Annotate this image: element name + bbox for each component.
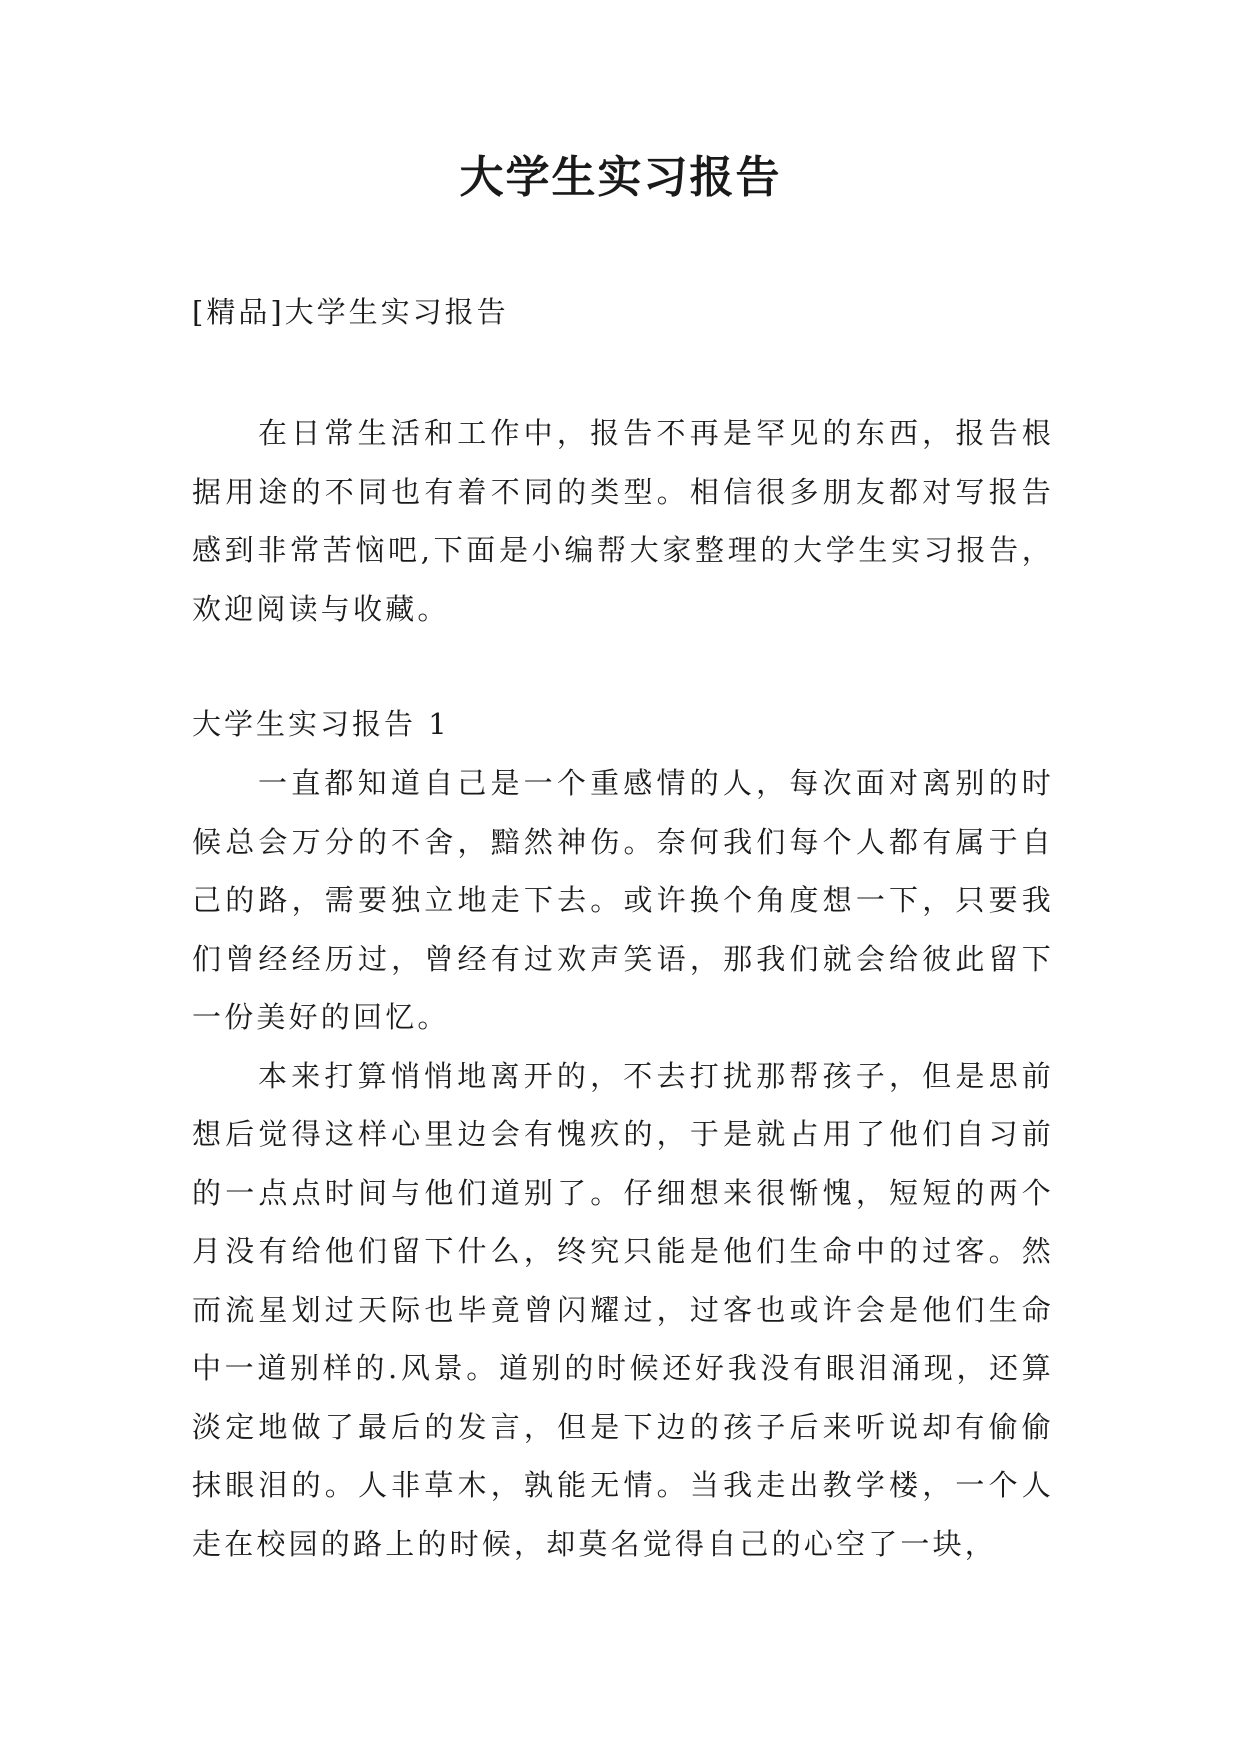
- section-heading: 大学生实习报告 1: [192, 707, 450, 741]
- section-body: [192, 754, 1054, 1573]
- body-paragraph: 本来打算悄悄地离开的，不去打扰那帮孩子，但是思前想后觉得这样心里边会有愧疚的，于是就占用了他们自习前的一点点时间与他们道别了。仔细想来很惭愧，短短的两个月没有给他们留下什么，终究只能是他们生命中的过客。然而流星划过天际也毕竟曾闪耀过，过客也或许会是他们生命中一道别样的.风景。道别的时候还好我没有眼泪涌现，还算淡定地做了最后的发言，但是下边的孩子后来听说却有偷偷抹眼泪的。人非草木，孰能无情。当我走出教学楼，一个人走在校园的路上的时候，却莫名觉得自己的心空了一块，: [192, 1058, 1054, 1561]
- intro-paragraph: 在日常生活和工作中，报告不再是罕见的东西，报告根据用途的不同也有着不同的类型。相信很多朋友都对写报告感到非常苦恼吧,下面是小编帮大家整理的大学生实习报告，欢迎阅读与收藏。: [192, 416, 1054, 626]
- document-title: 大学生实习报告: [459, 152, 782, 203]
- document-subtitle: [精品]大学生实习报告: [192, 295, 509, 329]
- body-paragraph: 一直都知道自己是一个重感情的人，每次面对离别的时候总会万分的不舍，黯然神伤。奈何我们每个人都有属于自己的路，需要独立地走下去。或许换个角度想一下，只要我们曾经经历过，曾经有过欢声笑语，那我们就会给彼此留下一份美好的回忆。: [192, 766, 1054, 1034]
